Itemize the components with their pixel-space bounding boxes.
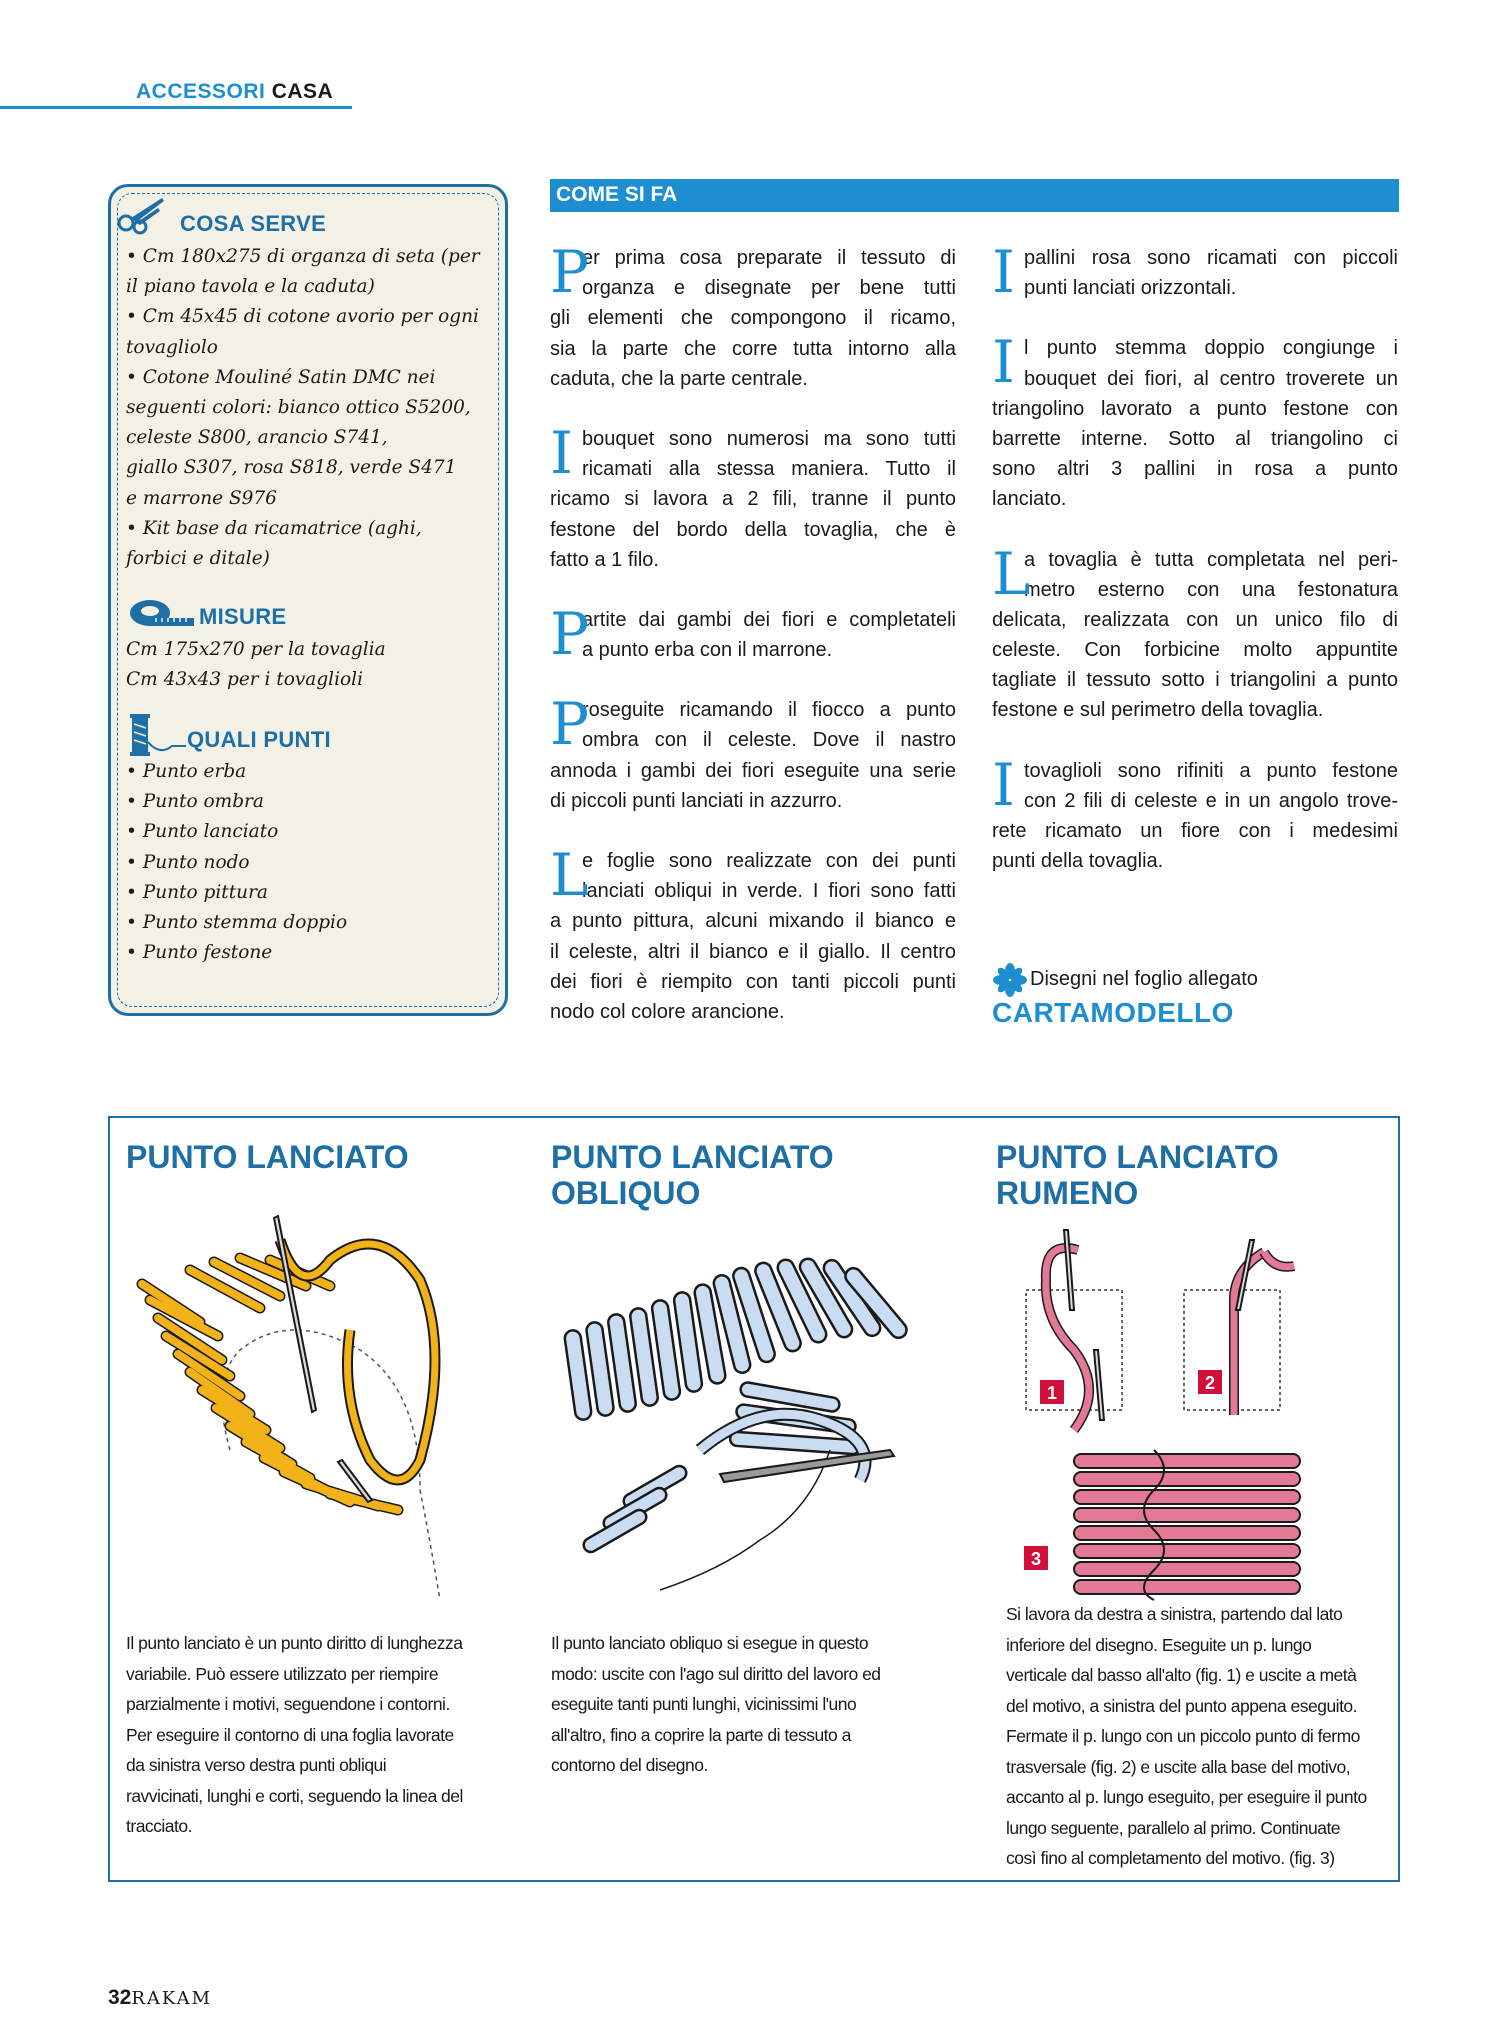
list-item: • Punto pittura [126, 881, 268, 903]
text-line: artite dai gambi dei fiori e completateli [582, 608, 956, 631]
text-line: lanciati obliqui in verde. I fiori sono fatti [582, 880, 956, 903]
paragraph [550, 841, 956, 1027]
text-line: Il punto lanciato è un punto diritto di lunghezza [126, 1633, 463, 1653]
title-line: RUMENO [996, 1175, 1139, 1211]
text-line: a tovaglia è tutta completata nel peri- [1024, 548, 1398, 571]
instructions-column-1 [550, 238, 956, 1027]
text-line: metro esterno con una festonatura [1024, 578, 1398, 601]
paragraph [992, 750, 1398, 877]
text-line: ravvicinati, lunghi e corti, seguendo la linea del [126, 1785, 463, 1806]
text-line: barrette interne. Sotto al triangolino ci [992, 427, 1398, 450]
text-line: Si lavora da destra a sinistra, partendo dal lato [1006, 1604, 1343, 1624]
list-item: Cm 43x43 per i tovaglioli [126, 669, 363, 691]
text-line: delicata, realizzata con un unico filo di [992, 608, 1398, 631]
cosa-serve-title: COSA SERVE [180, 211, 327, 236]
title-line: PUNTO LANCIATO [126, 1139, 409, 1175]
text-line: sia la parte che corre tutta intorno alla [550, 337, 956, 360]
text-line: all'altro, fino a coprire la parte di tessuto a [551, 1724, 851, 1745]
list-item: • Cm 180x275 di organza di seta (per [126, 246, 480, 267]
text-line: Fermate il p. lungo con un piccolo punto di fermo [1006, 1726, 1360, 1746]
text-line: dei fiori è riempito con tanti piccoli punti [550, 970, 956, 993]
section-text-punto-lanciato-rumeno [1006, 1599, 1367, 1874]
page-number: 32 [108, 1986, 132, 2009]
title-line: OBLIQUO [551, 1175, 701, 1211]
text-line: ricamati alla stessa maniera. Tutto il [582, 458, 956, 481]
text-line: contorno del disegno. [551, 1755, 708, 1775]
text-line: verticale dal basso all'alto (fig. 1) e uscite a metà [1006, 1665, 1357, 1685]
figure-label-1: 1 [1046, 1383, 1058, 1403]
list-item: • Cm 45x45 di cotone avorio per ogni [126, 306, 479, 328]
romanian-stitch-illustration [1004, 1210, 1304, 1610]
text-line: a punto erba con il marrone. [582, 639, 833, 662]
text-line: pallini rosa sono ricamati con piccoli [1024, 247, 1398, 269]
list-item: e marrone S976 [126, 487, 277, 509]
misure-list [126, 635, 386, 695]
text-line: tagliate il tessuto sotto i triangolini a punto [992, 669, 1398, 692]
text-line: trasversale (fig. 2) e uscite alla base del motivo, [1006, 1756, 1351, 1777]
text-line: annoda i gambi dei fiori eseguite una serie [550, 759, 956, 782]
list-item: giallo S307, rosa S818, verde S471 [126, 457, 457, 479]
cosa-serve-list [126, 242, 480, 574]
list-item: • Punto festone [126, 942, 273, 964]
come-si-fa-bar [550, 179, 1399, 212]
text-line: Per eseguire il contorno di una foglia lavorate [126, 1724, 454, 1745]
list-item: celeste S800, arancio S741, [126, 427, 388, 449]
paragraph [550, 690, 956, 816]
drop-cap: I [992, 238, 1015, 306]
text-line: lanciato. [992, 488, 1067, 511]
tape-measure-icon [128, 596, 196, 630]
text-line: di piccoli punti lanciati in azzurro. [550, 789, 843, 812]
text-line: eseguite tanti punti lunghi, vicinissimi l'uno [551, 1694, 857, 1714]
list-item: tovagliolo [126, 336, 218, 358]
list-item: forbici e ditale) [126, 548, 270, 570]
paragraph [992, 328, 1398, 514]
text-line: celeste. Con forbicine molto appuntite [992, 639, 1398, 662]
section-title-punto-lanciato-obliquo [551, 1139, 834, 1211]
text-line: triangolino lavorato a punto festone con [992, 397, 1398, 420]
drop-cap: P [550, 599, 590, 668]
list-item: • Punto nodo [126, 851, 250, 873]
quali-punti-list [126, 757, 347, 968]
oblique-stitch-illustration [560, 1250, 950, 1600]
asterisk-icon [992, 962, 1028, 998]
thread-spool-icon [126, 712, 190, 760]
text-line: gli elementi che compongono il ricamo, [550, 307, 956, 330]
cartamodello-title: CARTAMODELLO [992, 997, 1234, 1028]
text-line: rete ricamato un fiore con i medesimi [992, 820, 1398, 842]
drop-cap: P [550, 690, 590, 759]
drop-cap: I [992, 328, 1015, 397]
text-line: caduta, che la parte centrale. [550, 367, 808, 390]
section-title-punto-lanciato-rumeno [996, 1139, 1279, 1211]
list-item: • Cotone Mouliné Satin DMC nei [126, 366, 436, 388]
text-line: roseguite ricamando il fiocco a punto [582, 699, 956, 722]
paragraph [992, 539, 1398, 726]
section-text-punto-lanciato-obliquo [551, 1628, 881, 1781]
figure-label-3: 3 [1030, 1549, 1042, 1569]
text-line: e foglie sono realizzate con dei punti [582, 850, 956, 872]
magazine-name: RAKAM [131, 1988, 213, 2009]
come-si-fa-title: COME SI FA [556, 183, 678, 206]
leaf-stitch-illustration [130, 1200, 460, 1610]
text-line: parzialmente i motivi, seguendone i contorni. [126, 1694, 450, 1714]
cartamodello-note: Disegni nel foglio allegato [1030, 968, 1258, 990]
text-line: ricamo si lavora a 2 fili, tranne il punto [550, 488, 956, 511]
text-line: il celeste, altri il bianco e il giallo. Il centro [550, 940, 956, 963]
section-title-punto-lanciato [126, 1139, 409, 1175]
text-line: tovaglioli sono rifiniti a punto festone [1024, 759, 1398, 782]
text-line: inferiore del disegno. Eseguite un p. lungo [1006, 1634, 1312, 1655]
text-line: con 2 fili di celeste e in un angolo trove- [1024, 789, 1398, 812]
title-line: PUNTO LANCIATO [996, 1139, 1279, 1175]
text-line: punti della tovaglia. [992, 850, 1164, 873]
text-line: così fino al completamento del motivo. (fig. 3) [1006, 1848, 1335, 1868]
text-line: tracciato. [126, 1816, 192, 1836]
quali-punti-title: QUALI PUNTI [187, 727, 331, 752]
text-line: del motivo, a sinistra del punto appena eseguito. [1006, 1695, 1358, 1716]
title-line: PUNTO LANCIATO [551, 1139, 834, 1175]
section-name: ACCESSORI [136, 80, 266, 103]
paragraph [550, 418, 956, 575]
text-line: fatto a 1 filo. [550, 548, 659, 571]
drop-cap: L [992, 539, 1031, 608]
text-line: organza e disegnate per bene tutti [582, 277, 956, 300]
list-item: • Punto ombra [126, 791, 264, 813]
text-line: l punto stemma doppio congiunge i [1024, 337, 1398, 360]
drop-cap: P [550, 238, 590, 306]
text-line: Il punto lanciato obliquo si esegue in questo [551, 1633, 869, 1653]
text-line: a punto pittura, alcuni mixando il bianco e [550, 910, 956, 933]
list-item: il piano tavola e la caduta) [126, 276, 375, 298]
list-item: • Punto erba [126, 761, 247, 782]
text-line: bouquet dei fiori, al centro troverete un [1024, 367, 1398, 390]
misure-title: MISURE [199, 604, 287, 629]
section-header [136, 80, 333, 104]
text-line: festone del bordo della tovaglia, che è [550, 518, 956, 541]
subsection-name: CASA [271, 80, 334, 103]
list-item: • Kit base da ricamatrice (aghi, [126, 517, 422, 539]
paragraph [550, 599, 956, 668]
text-line: festone e sul perimetro della tovaglia. [992, 699, 1324, 722]
drop-cap: I [550, 418, 573, 487]
figure-label-2: 2 [1204, 1373, 1216, 1393]
text-line: nodo col colore arancione. [550, 1000, 785, 1023]
text-line: lungo seguente, parallelo al primo. Continuate [1006, 1817, 1341, 1838]
page-footer [108, 1986, 212, 2010]
text-line: ombra con il celeste. Dove il nastro [582, 729, 956, 752]
text-line: er prima cosa preparate il tessuto di [582, 247, 956, 269]
instructions-column-2 [992, 238, 1398, 876]
drop-cap: I [992, 750, 1015, 819]
scissors-icon [114, 194, 174, 236]
text-line: variabile. Può essere utilizzato per riempire [126, 1663, 439, 1684]
drop-cap: L [550, 841, 589, 909]
text-line: punti lanciati orizzontali. [1024, 277, 1237, 300]
text-line: modo: uscite con l'ago sul diritto del lavoro ed [551, 1663, 881, 1684]
text-line: da sinistra verso destra punti obliqui [126, 1755, 387, 1775]
text-line: sono altri 3 pallini in rosa a punto [992, 458, 1398, 481]
text-line: accanto al p. lungo eseguito, per eseguire il punto [1006, 1787, 1367, 1807]
paragraph [550, 238, 956, 394]
header-rule [0, 106, 352, 109]
list-item: Cm 175x270 per la tovaglia [126, 639, 386, 660]
list-item: • Punto lanciato [126, 821, 279, 843]
list-item: seguenti colori: bianco ottico S5200, [126, 397, 471, 419]
paragraph [992, 238, 1398, 306]
text-line: bouquet sono numerosi ma sono tutti [582, 427, 956, 450]
list-item: • Punto stemma doppio [126, 912, 348, 934]
section-text-punto-lanciato [126, 1628, 463, 1842]
